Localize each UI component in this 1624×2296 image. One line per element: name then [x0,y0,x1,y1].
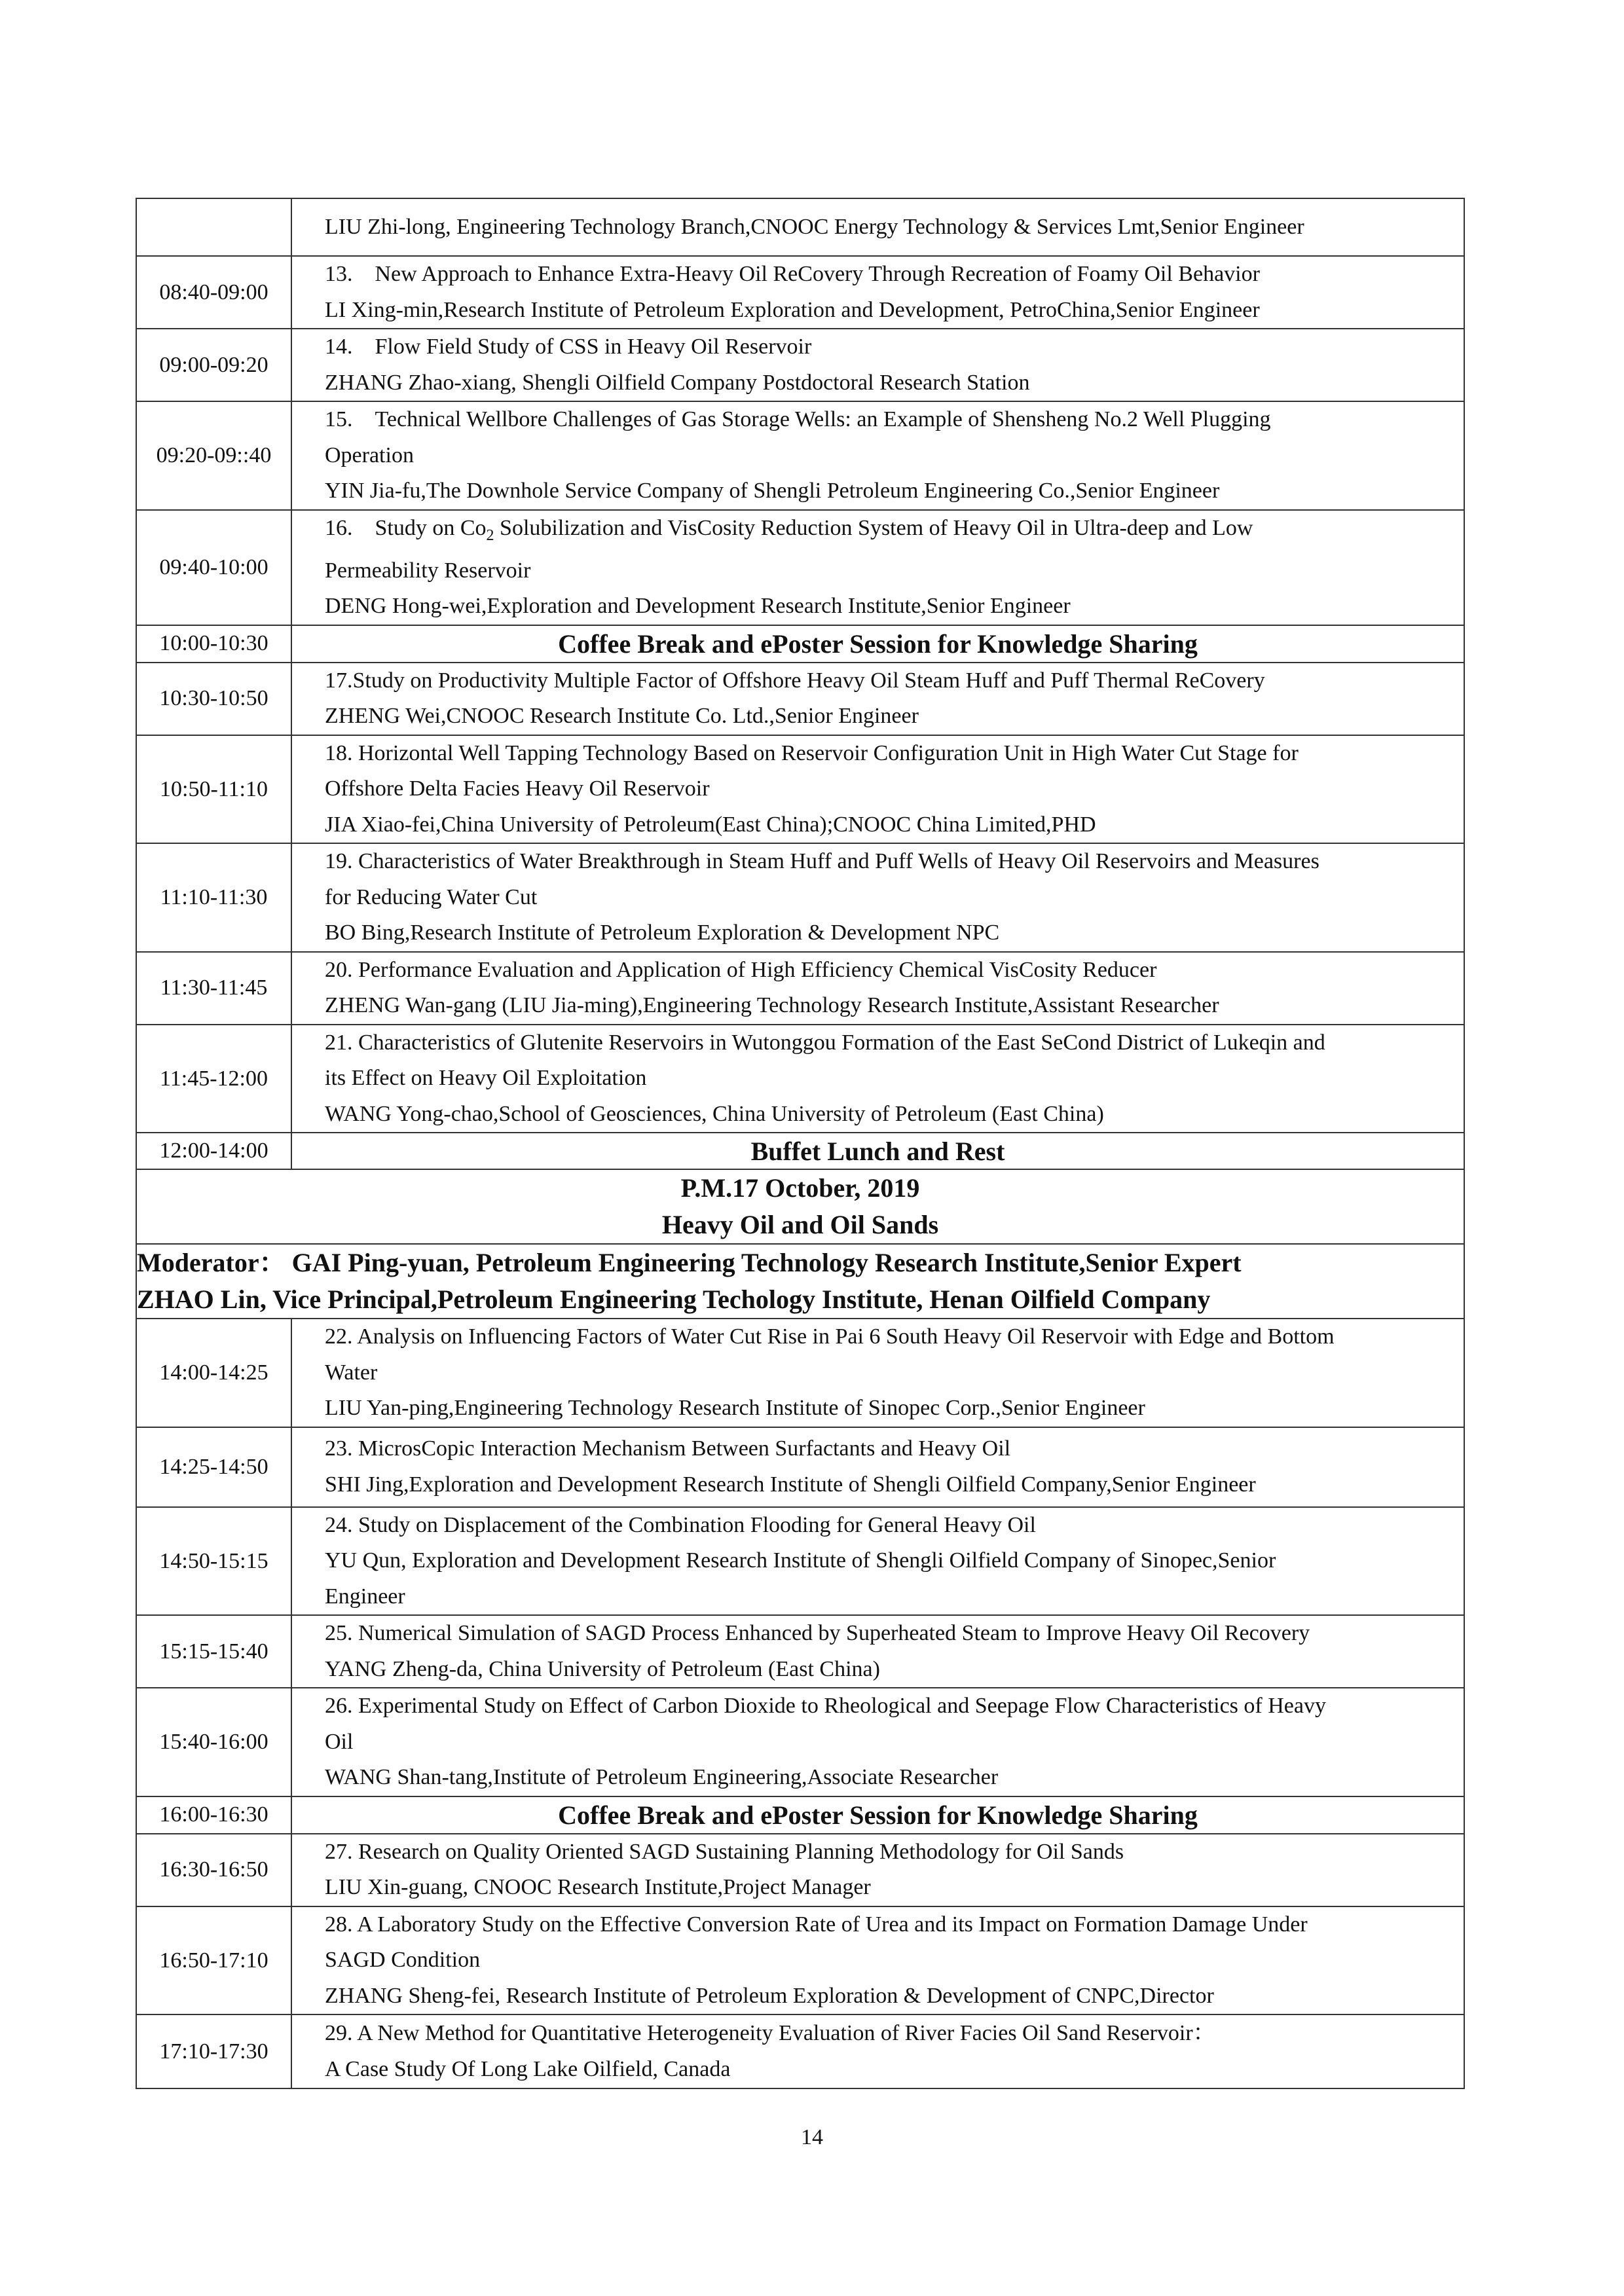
break-row [136,625,1464,663]
talk-cell [291,1025,1464,1133]
talk-line: Water [325,1360,378,1385]
talk-line: ZHENG Wei,CNOOC Research Institute Co. Ltd.,Senior Engineer [325,704,919,729]
schedule-row [136,401,1464,510]
talk-line: WANG Yong-chao,School of Geosciences, China University of Petroleum (East China) [325,1101,1104,1126]
time-cell: 16:30-16:50 [136,1834,291,1906]
time-cell: 10:00-10:30 [136,625,291,663]
talk-title-line: 17.Study on Productivity Multiple Factor of Offshore Heavy Oil Steam Huff and Puff Thermal ReCovery [325,668,1265,693]
time-cell: 14:50-15:15 [136,1507,291,1616]
talk-title-line: 26. Experimental Study on Effect of Carbon Dioxide to Rheological and Seepage Flow Characteristics of Heavy [325,1694,1326,1719]
time-cell: 14:00-14:25 [136,1319,291,1427]
time-cell: 09:00-09:20 [136,329,291,401]
talk-line: SHI Jing,Exploration and Development Research Institute of Shengli Oilfield Company,Senior Engineer [325,1472,1256,1497]
break-row [136,1796,1464,1834]
talk-title-line: 13. New Approach to Enhance Extra-Heavy Oil ReCovery Through Recreation of Foamy Oil Behavior [325,262,1260,286]
talk-line: DENG Hong-wei,Exploration and Development Research Institute,Senior Engineer [325,594,1071,619]
talk-cell [291,1688,1464,1796]
talk-cell [291,1427,1464,1507]
talk-title-line: 21. Characteristics of Glutenite Reservoirs in Wutonggou Formation of the East SeCond District of Lukeqin and [325,1030,1325,1055]
talk-title-line: 20. Performance Evaluation and Application of High Efficiency Chemical VisCosity Reducer [325,957,1157,982]
schedule-row [136,329,1464,401]
talk-line: JIA Xiao-fei,China University of Petroleum(East China);CNOOC China Limited,PHD [325,812,1096,837]
talk-line: Permeability Reservoir [325,558,531,583]
break-label: Coffee Break and ePoster Session for Knowledge Sharing [291,1796,1464,1834]
talk-title-line: 18. Horizontal Well Tapping Technology Based on Reservoir Configuration Unit in High Water Cut Stage for [325,740,1299,765]
talk-line: BO Bing,Research Institute of Petroleum Exploration & Development NPC [325,920,1000,945]
moderator-line: ZHAO Lin, Vice Principal,Petroleum Engineering Techology Institute, Henan Oilfield Company [137,1285,1211,1315]
time-cell: 15:15-15:40 [136,1615,291,1688]
time-cell: 16:00-16:30 [136,1796,291,1834]
moderator-row [136,1244,1464,1319]
talk-cell [291,1834,1464,1906]
schedule-row [136,1507,1464,1616]
schedule-row [136,1834,1464,1906]
talk-line: Engineer [325,1584,405,1609]
session-header-row [136,1169,1464,1244]
talk-title-line: 25. Numerical Simulation of SAGD Process Enhanced by Superheated Steam to Improve Heavy Oil Recovery [325,1621,1310,1646]
time-cell: 14:25-14:50 [136,1427,291,1507]
talk-line: YIN Jia-fu,The Downhole Service Company of Shengli Petroleum Engineering Co.,Senior Engineer [325,479,1220,503]
time-cell: 09:40-10:00 [136,510,291,625]
talk-line: Offshore Delta Facies Heavy Oil Reservoir [325,776,710,801]
time-cell: 11:10-11:30 [136,843,291,952]
talk-cell [291,663,1464,735]
talk-line: ZHANG Sheng-fei, Research Institute of Petroleum Exploration & Development of CNPC,Director [325,1983,1214,2008]
schedule-row [136,663,1464,735]
time-cell: 11:30-11:45 [136,952,291,1025]
talk-line: its Effect on Heavy Oil Exploitation [325,1066,647,1091]
talk-title-line: 19. Characteristics of Water Breakthrough in Steam Huff and Puff Wells of Heavy Oil Reservoirs and Measures [325,849,1320,874]
time-cell: 11:45-12:00 [136,1025,291,1133]
talk-cell [291,1507,1464,1616]
schedule-row [136,198,1464,256]
talk-cell [291,329,1464,401]
talk-line: ZHANG Zhao-xiang, Shengli Oilfield Company Postdoctoral Research Station [325,370,1030,395]
schedule-row [136,735,1464,844]
talk-title-line: 22. Analysis on Influencing Factors of Water Cut Rise in Pai 6 South Heavy Oil Reservoir with Edge and Bottom [325,1324,1335,1349]
talk-line: LIU Yan-ping,Engineering Technology Research Institute of Sinopec Corp.,Senior Engineer [325,1396,1145,1421]
talk-line: LI Xing-min,Research Institute of Petroleum Exploration and Development, PetroChina,Senior Engineer [325,297,1260,322]
schedule-table [136,198,1465,2089]
talk-title-line: LIU Zhi-long, Engineering Technology Branch,CNOOC Energy Technology & Services Lmt,Senior Engineer [325,214,1304,239]
talk-cell [291,2014,1464,2088]
talk-title-line: 16. Study on $Co_2$ Solubilization and VisCosity Reduction System of Heavy Oil in Ultra-deep and Low [325,515,1253,544]
talk-line: A Case Study Of Long Lake Oilfield, Canada [325,2056,731,2081]
schedule-row [136,1688,1464,1796]
talk-cell [291,510,1464,625]
talk-title-line: 27. Research on Quality Oriented SAGD Sustaining Planning Methodology for Oil Sands [325,1839,1124,1864]
talk-cell [291,401,1464,510]
schedule-row [136,510,1464,625]
schedule-row [136,1615,1464,1688]
talk-line: Oil [325,1729,354,1754]
time-cell: 09:20-09::40 [136,401,291,510]
talk-line: ZHENG Wan-gang (LIU Jia-ming),Engineering Technology Research Institute,Assistant Researcher [325,993,1219,1018]
talk-line: LIU Xin-guang, CNOOC Research Institute,Project Manager [325,1875,871,1900]
schedule-table-body [136,198,1464,2088]
break-row [136,1133,1464,1169]
talk-line: YU Qun, Exploration and Development Research Institute of Shengli Oilfield Company of Sinopec,Senior [325,1548,1276,1573]
time-cell: 08:40-09:00 [136,256,291,329]
talk-title-line: 23. MicrosCopic Interaction Mechanism Between Surfactants and Heavy Oil [325,1436,1011,1461]
talk-cell [291,952,1464,1025]
schedule-row [136,256,1464,329]
schedule-row [136,1025,1464,1133]
talk-cell [291,198,1464,256]
time-cell: 16:50-17:10 [136,1906,291,2015]
break-label: Buffet Lunch and Rest [291,1133,1464,1169]
talk-title-line: 14. Flow Field Study of CSS in Heavy Oil Reservoir [325,335,812,359]
time-cell: 10:30-10:50 [136,663,291,735]
time-cell [136,198,291,256]
talk-title-line: 15. Technical Wellbore Challenges of Gas Storage Wells: an Example of Shensheng No.2 Well Plugging [325,407,1271,431]
session-title: Heavy Oil and Oil Sands [661,1210,939,1240]
talk-title-line: 24. Study on Displacement of the Combination Flooding for General Heavy Oil [325,1512,1036,1537]
talk-cell [291,1615,1464,1688]
talk-line: WANG Shan-tang,Institute of Petroleum Engineering,Associate Researcher [325,1765,999,1790]
time-cell: 12:00-14:00 [136,1133,291,1169]
talk-cell [291,1319,1464,1427]
talk-line: Operation [325,443,414,467]
schedule-row [136,843,1464,952]
time-cell: 17:10-17:30 [136,2014,291,2088]
talk-title-line: 28. A Laboratory Study on the Effective Conversion Rate of Urea and its Impact on Formation Damage Under [325,1912,1308,1937]
schedule-row [136,1906,1464,2015]
talk-cell [291,735,1464,844]
talk-line: YANG Zheng-da, China University of Petroleum (East China) [325,1656,880,1681]
talk-cell [291,1906,1464,2015]
schedule-row [136,1427,1464,1507]
moderator-line: Moderator： GAI Ping-yuan, Petroleum Engineering Technology Research Institute,Senior Expert [137,1248,1242,1278]
talk-cell [291,256,1464,329]
page-number: 14 [801,2125,823,2149]
time-cell: 15:40-16:00 [136,1688,291,1796]
schedule-row [136,952,1464,1025]
break-label: Coffee Break and ePoster Session for Knowledge Sharing [291,625,1464,663]
schedule-row [136,2014,1464,2088]
talk-title-line: 29. A New Method for Quantitative Heterogeneity Evaluation of River Facies Oil Sand Reservoir： [325,2021,1215,2046]
talk-line: SAGD Condition [325,1948,481,1973]
talk-cell [291,843,1464,952]
moderators [136,1244,1464,1319]
talk-line: for Reducing Water Cut [325,884,538,909]
session-header [136,1169,1464,1244]
schedule-row [136,1319,1464,1427]
session-date: P.M.17 October, 2019 [680,1173,920,1203]
time-cell: 10:50-11:10 [136,735,291,844]
